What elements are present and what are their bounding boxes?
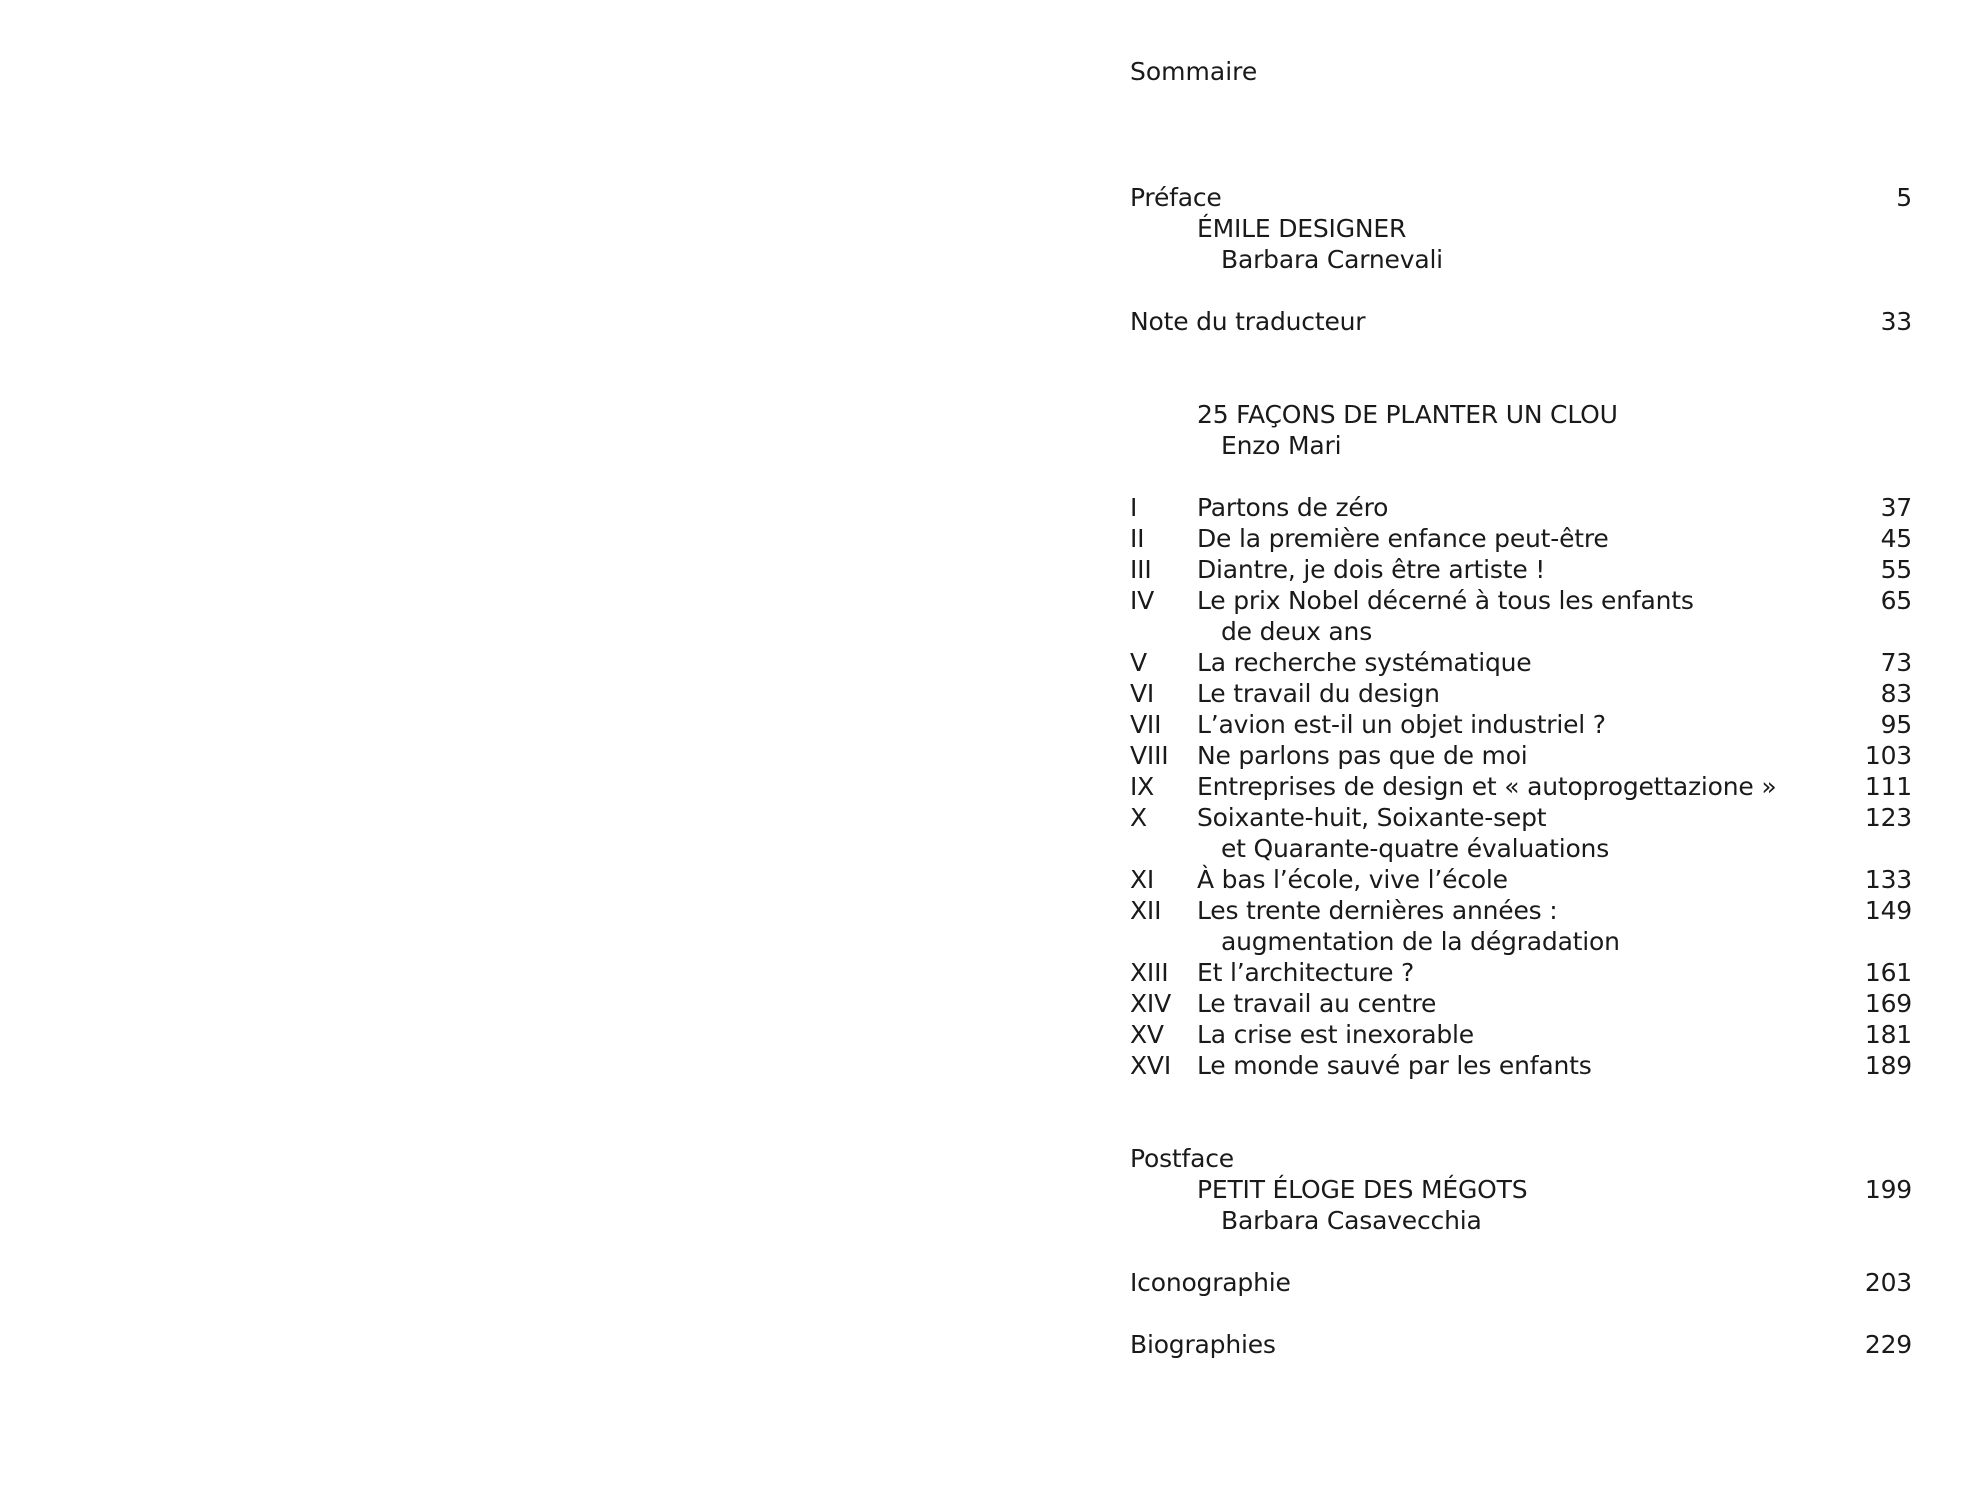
page-number: 229: [1864, 1330, 1912, 1359]
chapter-row: [1130, 771, 1912, 802]
page-number: 169: [1864, 989, 1912, 1018]
chapter-row: [1130, 492, 1912, 523]
chapter-row: [1130, 523, 1912, 554]
page-number: 37: [1880, 493, 1912, 522]
chapter-row: [1130, 585, 1912, 616]
chapter-number: XII: [1130, 896, 1162, 925]
chapter-number: XVI: [1130, 1051, 1172, 1080]
page-number: 189: [1864, 1051, 1912, 1080]
chapter-continuation: [1130, 616, 1912, 647]
chapter-title: Le travail au centre: [1197, 989, 1437, 1018]
main-work-title-row: [1130, 399, 1912, 430]
toc-entry-iconography: [1130, 1267, 1912, 1298]
chapter-title: Diantre, je dois être artiste !: [1197, 555, 1546, 584]
entry-author: Barbara Casavecchia: [1221, 1206, 1482, 1235]
chapter-number: VIII: [1130, 741, 1169, 770]
entry-label: Iconographie: [1130, 1268, 1291, 1297]
page-number: 95: [1880, 710, 1912, 739]
chapter-row: [1130, 554, 1912, 585]
page-number: 73: [1880, 648, 1912, 677]
page-number: 149: [1864, 896, 1912, 925]
chapter-row: [1130, 988, 1912, 1019]
entry-label: Préface: [1130, 183, 1222, 212]
chapter-title: Soixante-huit, Soixante-sept: [1197, 803, 1547, 832]
chapter-number: XIII: [1130, 958, 1169, 987]
chapter-title: Les trente dernières années :: [1197, 896, 1558, 925]
page-number: 33: [1880, 307, 1912, 336]
chapter-title: Ne parlons pas que de moi: [1197, 741, 1528, 770]
entry-title: ÉMILE DESIGNER: [1197, 214, 1407, 243]
toc-entry-preface: [1130, 182, 1912, 213]
main-work-author: Enzo Mari: [1221, 431, 1342, 460]
chapter-number: XI: [1130, 865, 1155, 894]
page-number: 65: [1880, 586, 1912, 615]
chapter-title: Entreprises de design et « autoprogettazione »: [1197, 772, 1777, 801]
page-number: 5: [1896, 183, 1912, 212]
main-work-title: 25 FAÇONS DE PLANTER UN CLOU: [1197, 400, 1618, 429]
chapter-row: [1130, 647, 1912, 678]
toc-entry-postface-author: [1130, 1205, 1912, 1236]
chapter-number: VII: [1130, 710, 1162, 739]
chapter-number: VI: [1130, 679, 1155, 708]
chapter-number: I: [1130, 493, 1138, 522]
chapter-number: II: [1130, 524, 1145, 553]
chapter-title-continued: augmentation de la dégradation: [1221, 927, 1620, 956]
toc-entry-biographies: [1130, 1329, 1912, 1360]
table-of-contents: [1130, 182, 1912, 1360]
toc-entry-translator-note: [1130, 306, 1912, 337]
page-number: 83: [1880, 679, 1912, 708]
chapter-row: [1130, 895, 1912, 926]
chapter-title-continued: et Quarante-quatre évaluations: [1221, 834, 1610, 863]
chapter-row: [1130, 802, 1912, 833]
chapter-row: [1130, 957, 1912, 988]
toc-entry-preface-title: [1130, 213, 1912, 244]
page-number: 199: [1864, 1175, 1912, 1204]
chapter-title: La recherche systématique: [1197, 648, 1532, 677]
chapter-continuation: [1130, 833, 1912, 864]
chapter-title-continued: de deux ans: [1221, 617, 1373, 646]
chapter-title: L’avion est-il un objet industriel ?: [1197, 710, 1606, 739]
chapter-title: À bas l’école, vive l’école: [1197, 865, 1508, 894]
chapter-title: Le travail du design: [1197, 679, 1440, 708]
chapter-title: Et l’architecture ?: [1197, 958, 1415, 987]
toc-entry-postface-title: [1130, 1174, 1912, 1205]
page-title: Sommaire: [1130, 57, 1258, 86]
page-number: 181: [1864, 1020, 1912, 1049]
entry-label: Note du traducteur: [1130, 307, 1366, 336]
chapter-continuation: [1130, 926, 1912, 957]
chapter-title: Le prix Nobel décerné à tous les enfants: [1197, 586, 1694, 615]
chapter-row: [1130, 740, 1912, 771]
entry-label: Postface: [1130, 1144, 1234, 1173]
chapter-number: XV: [1130, 1020, 1164, 1049]
main-work-author-row: [1130, 430, 1912, 461]
entry-title: PETIT ÉLOGE DES MÉGOTS: [1197, 1175, 1528, 1204]
toc-entry-postface: [1130, 1143, 1912, 1174]
chapter-row: [1130, 864, 1912, 895]
page-number: 161: [1864, 958, 1912, 987]
chapter-row: [1130, 1019, 1912, 1050]
page-number: 111: [1864, 772, 1912, 801]
entry-author: Barbara Carnevali: [1221, 245, 1443, 274]
toc-entry-preface-author: [1130, 244, 1912, 275]
chapter-row: [1130, 678, 1912, 709]
chapter-number: IX: [1130, 772, 1155, 801]
chapter-title: Le monde sauvé par les enfants: [1197, 1051, 1592, 1080]
chapter-row: [1130, 1050, 1912, 1081]
chapter-title: La crise est inexorable: [1197, 1020, 1474, 1049]
entry-label: Biographies: [1130, 1330, 1276, 1359]
chapter-number: XIV: [1130, 989, 1172, 1018]
page-number: 55: [1880, 555, 1912, 584]
page-number: 103: [1864, 741, 1912, 770]
page-number: 45: [1880, 524, 1912, 553]
chapter-number: X: [1130, 803, 1147, 832]
chapter-title: De la première enfance peut-être: [1197, 524, 1609, 553]
chapter-title: Partons de zéro: [1197, 493, 1389, 522]
chapter-number: V: [1130, 648, 1147, 677]
chapter-row: [1130, 709, 1912, 740]
chapter-number: III: [1130, 555, 1152, 584]
page-number: 123: [1864, 803, 1912, 832]
page-number: 203: [1864, 1268, 1912, 1297]
page-number: 133: [1864, 865, 1912, 894]
chapter-number: IV: [1130, 586, 1155, 615]
